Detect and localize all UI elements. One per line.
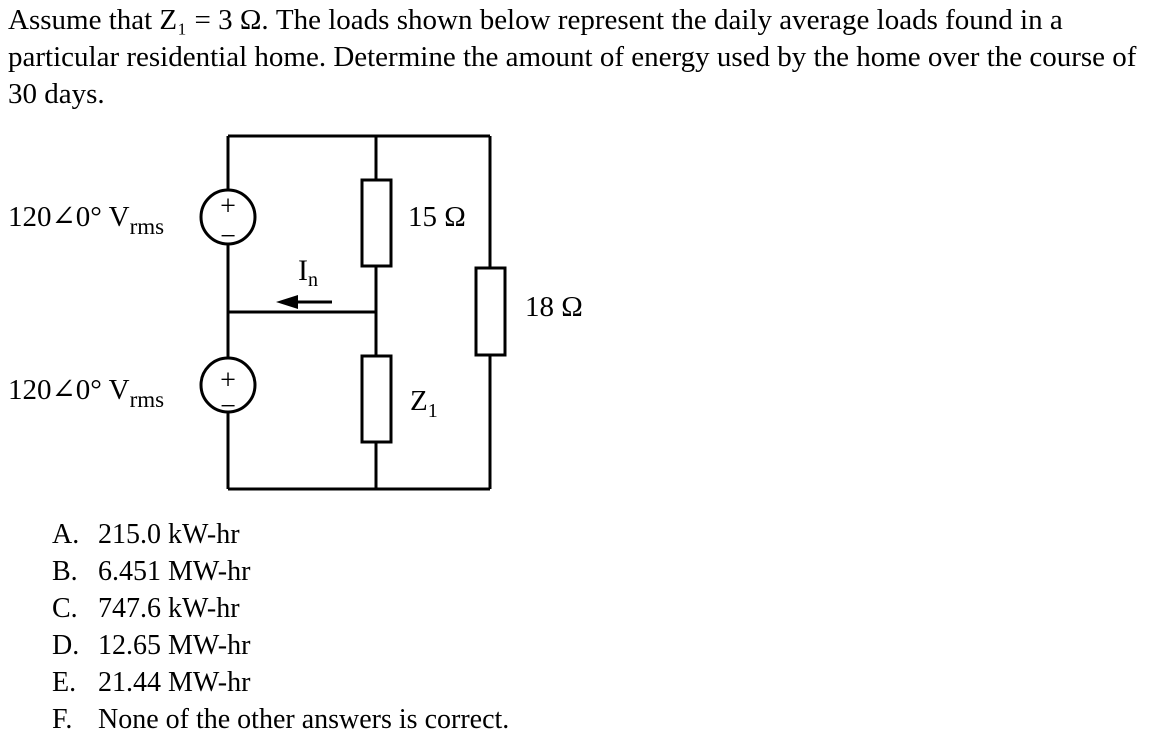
answer-text: 12.65 MW-hr (98, 630, 251, 661)
answer-text: 6.451 MW-hr (98, 556, 251, 587)
source-bottom-label (8, 374, 164, 412)
source-top-minus: − (220, 221, 236, 252)
answer-option-e[interactable] (52, 664, 509, 701)
current-arrow-icon (276, 295, 332, 309)
resistor-18-ohm (476, 268, 505, 355)
question-text: Assume that Z₁ = 3 Ω. The loads shown below represent the daily average loads found in a particular residential home. Determine the amount of energy used by the home over the course of 30 days. (8, 4, 1137, 110)
voltage-source-top (201, 190, 255, 252)
resistor-z1 (362, 356, 391, 442)
source-bottom-minus: − (220, 391, 236, 422)
answer-text: 747.6 kW-hr (98, 593, 240, 624)
answer-letter: C. (52, 593, 78, 624)
answer-option-b[interactable] (52, 553, 509, 590)
resistor-bottom-subscript: 1 (427, 400, 438, 422)
source-bottom-subscript: rms (129, 387, 165, 412)
circuit-diagram (0, 120, 680, 510)
answer-text: None of the other answers is correct. (98, 704, 510, 735)
resistor-right-label: 18 Ω (525, 291, 583, 323)
answer-letter: F. (52, 704, 73, 735)
answer-text: 21.44 MW-hr (98, 667, 251, 698)
resistor-bottom-label (410, 385, 438, 422)
source-bottom-plus: + (220, 365, 236, 396)
answer-letter: D. (52, 630, 80, 661)
source-top-plus: + (220, 191, 236, 222)
source-top-value: 120∠0° V (8, 201, 130, 233)
voltage-source-bottom (201, 358, 255, 422)
current-label (298, 254, 318, 291)
answer-letter: E. (52, 667, 77, 698)
answer-option-a[interactable] (52, 516, 509, 553)
answer-letter: B. (52, 556, 78, 587)
current-label-main: I (298, 254, 308, 287)
resistor-bottom-main: Z (410, 385, 428, 417)
source-bottom-value: 120∠0° V (8, 374, 130, 406)
current-label-subscript: n (308, 269, 318, 291)
source-top-subscript: rms (129, 214, 165, 239)
answer-option-c[interactable] (52, 590, 509, 627)
resistor-15-ohm (362, 180, 391, 266)
answer-option-d[interactable] (52, 627, 509, 664)
answer-option-f[interactable] (52, 701, 509, 738)
resistor-top-label: 15 Ω (408, 201, 466, 233)
source-top-label (8, 201, 164, 239)
answer-letter: A. (52, 519, 80, 550)
answer-text: 215.0 kW-hr (98, 519, 240, 550)
answer-list (52, 516, 509, 738)
